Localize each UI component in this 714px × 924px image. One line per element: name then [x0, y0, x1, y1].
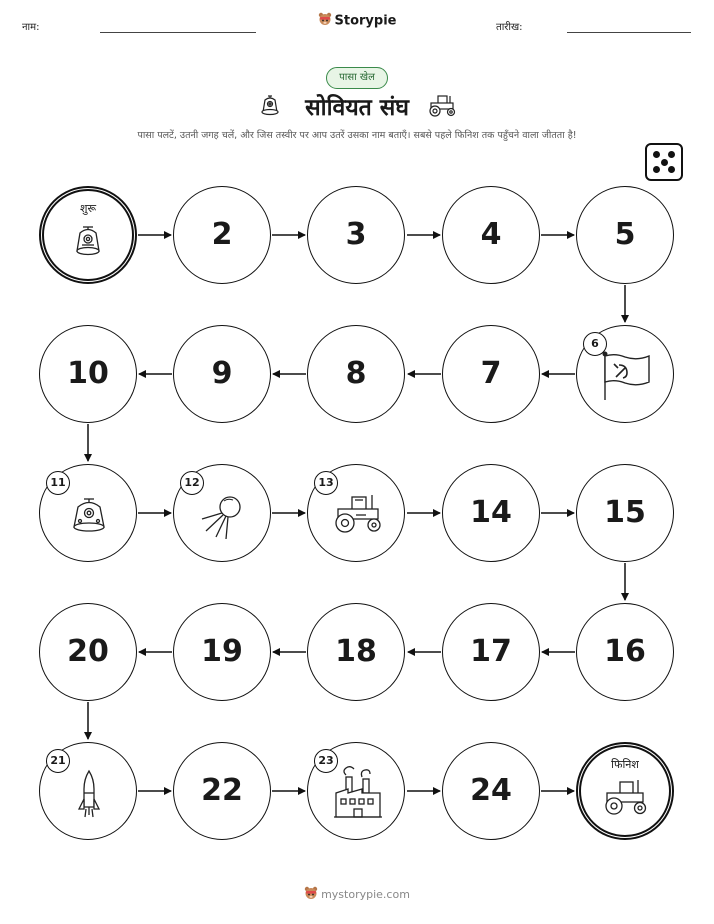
- finish-space[interactable]: [576, 742, 674, 840]
- space-number: 9: [211, 356, 233, 391]
- board-space-12[interactable]: [173, 464, 271, 562]
- board-space-14[interactable]: [442, 464, 540, 562]
- space-number: 8: [345, 356, 367, 391]
- board-space-3[interactable]: [307, 186, 405, 284]
- board-space-15[interactable]: [576, 464, 674, 562]
- board-space-18[interactable]: [307, 603, 405, 701]
- space-number: 2: [211, 217, 233, 252]
- footer-url[interactable]: mystorypie.com: [321, 888, 410, 901]
- capsule-icon: [69, 221, 107, 263]
- board-space-22[interactable]: [173, 742, 271, 840]
- factory-icon: [332, 765, 384, 825]
- board-space-10[interactable]: [39, 325, 137, 423]
- board-space-21[interactable]: [39, 742, 137, 840]
- start-space[interactable]: [39, 186, 137, 284]
- space-number: 15: [604, 495, 646, 530]
- space-number-tag: 21: [46, 749, 70, 773]
- space-number-tag: 11: [46, 471, 70, 495]
- space-number: 16: [604, 634, 646, 669]
- space-number: 4: [480, 217, 502, 252]
- board-space-4[interactable]: [442, 186, 540, 284]
- space-number: 5: [614, 217, 636, 252]
- board-space-16[interactable]: [576, 603, 674, 701]
- bear-icon: [304, 886, 318, 903]
- space-number: 22: [201, 773, 243, 808]
- board-space-8[interactable]: [307, 325, 405, 423]
- board-space-23[interactable]: [307, 742, 405, 840]
- name-label: नाम:: [22, 22, 40, 33]
- tractor-icon: [330, 491, 386, 539]
- board-space-7[interactable]: [442, 325, 540, 423]
- start-label: शुरू: [79, 202, 97, 215]
- game-type-badge: पासा खेल: [326, 67, 388, 89]
- soviet-flag-icon: [599, 350, 653, 406]
- board-space-11[interactable]: [39, 464, 137, 562]
- space-number-tag: 12: [180, 471, 204, 495]
- board-space-6[interactable]: [576, 325, 674, 423]
- space-number: 19: [201, 634, 243, 669]
- space-number-tag: 23: [314, 749, 338, 773]
- board-space-9[interactable]: [173, 325, 271, 423]
- space-number: 10: [67, 356, 109, 391]
- space-number: 20: [67, 634, 109, 669]
- space-number-tag: 13: [314, 471, 338, 495]
- space-number: 14: [470, 495, 512, 530]
- space-number: 24: [470, 773, 512, 808]
- sputnik-icon: [198, 489, 250, 545]
- space-number: 3: [345, 217, 367, 252]
- space-number: 17: [470, 634, 512, 669]
- space-number-tag: 6: [583, 332, 607, 356]
- footer: [0, 886, 714, 903]
- page-title: सोवियत संघ: [305, 95, 409, 121]
- date-label: तारीख:: [496, 22, 523, 33]
- board-space-20[interactable]: [39, 603, 137, 701]
- board-space-24[interactable]: [442, 742, 540, 840]
- board-space-19[interactable]: [173, 603, 271, 701]
- space-number: 7: [480, 356, 502, 391]
- instructions: पासा पलटें, उतनी जगह चलें, और जिस तस्वीर पर आप उतरें उसका नाम बताएँ। सबसे पहले फिनिश तक पहुँचने वाला जीतता है!: [137, 130, 577, 141]
- finish-label: फिनिश: [611, 758, 639, 771]
- board-space-13[interactable]: [307, 464, 405, 562]
- board-space-5[interactable]: [576, 186, 674, 284]
- rocket-icon: [76, 769, 102, 825]
- brand-name: Storypie: [334, 13, 397, 29]
- capsule-icon: [67, 493, 111, 541]
- board-space-2[interactable]: [173, 186, 271, 284]
- space-number: 18: [335, 634, 377, 669]
- tractor-icon: [601, 777, 651, 821]
- board-space-17[interactable]: [442, 603, 540, 701]
